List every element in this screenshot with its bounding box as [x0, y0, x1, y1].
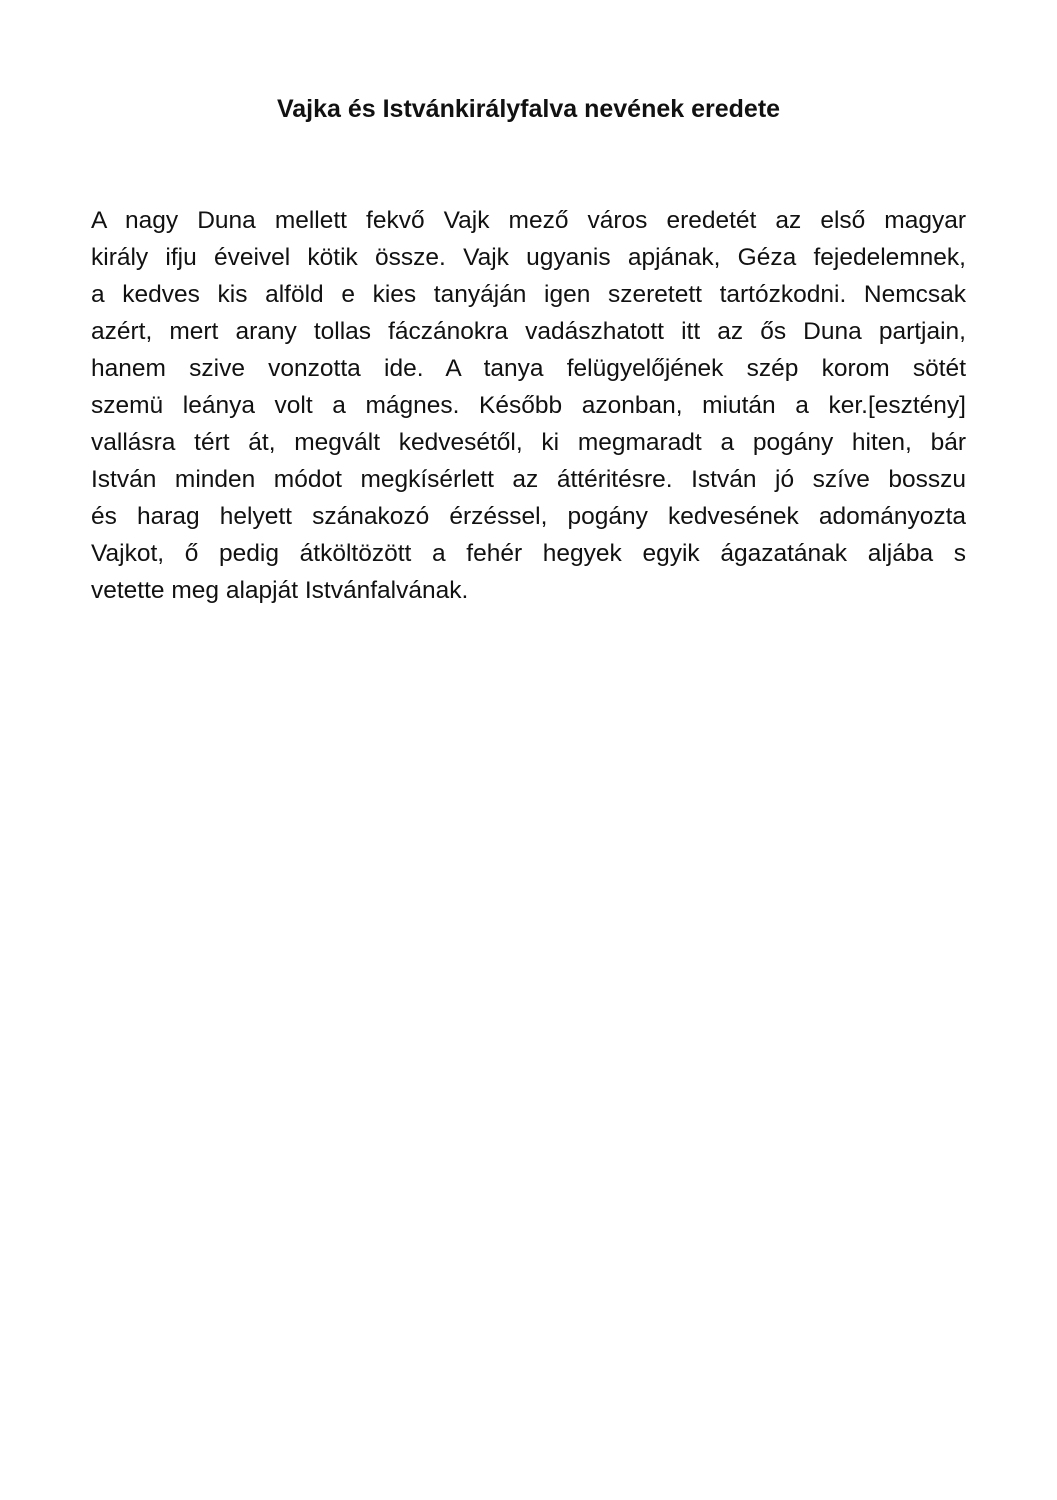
- body-line: király ifju éveivel kötik össze. Vajk ugyanis apjának, Géza fejedelemnek,: [91, 244, 966, 271]
- body-line: vallásra tért át, megvált kedvesétől, ki megmaradt a pogány hiten, bár: [91, 429, 966, 456]
- document-title: Vajka és Istvánkirályfalva nevének eredete: [276, 95, 781, 123]
- body-line: és harag helyett szánakozó érzéssel, pogány kedvesének adományozta: [91, 503, 966, 530]
- body-line: hanem szive vonzotta ide. A tanya felügyelőjének szép korom sötét: [91, 355, 966, 382]
- body-line: A nagy Duna mellett fekvő Vajk mező város eredetét az első magyar: [91, 207, 966, 234]
- body-line: vetette meg alapját Istvánfalvának.: [91, 577, 469, 604]
- body-line: a kedves kis alföld e kies tanyáján igen szeretett tartózkodni. Nemcsak: [91, 281, 966, 308]
- document-body: [91, 202, 966, 609]
- body-line: szemü leánya volt a mágnes. Később azonban, miután a ker.[esztény]: [91, 392, 966, 419]
- body-line: István minden módot megkísérlett az áttéritésre. István jó szíve bosszu: [91, 466, 966, 493]
- body-line: Vajkot, ő pedig átköltözött a fehér hegyek egyik ágazatának aljába s: [91, 540, 966, 567]
- body-line: azért, mert arany tollas fáczánokra vadászhatott itt az ős Duna partjain,: [91, 318, 966, 345]
